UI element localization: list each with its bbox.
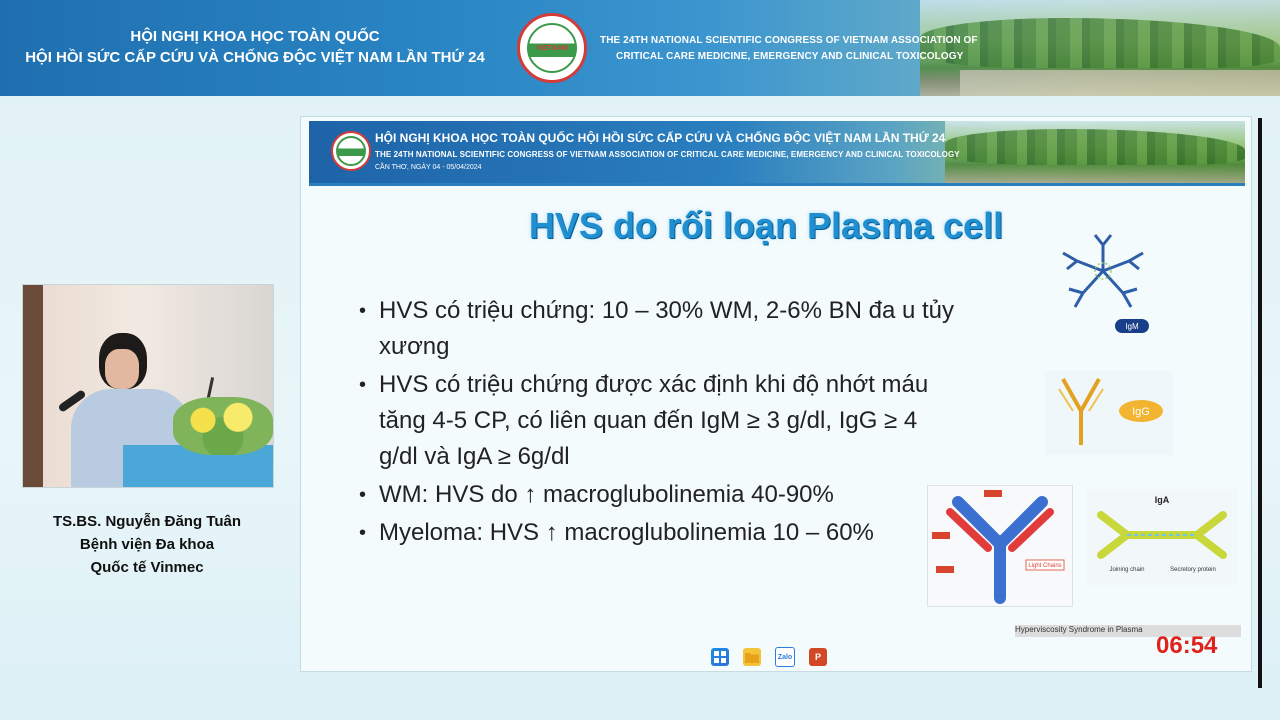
slide-header-date: CẦN THƠ, NGÀY 04 - 05/04/2024 [375, 164, 482, 171]
windows-icon[interactable] [711, 648, 729, 666]
bullet-item: • WM: HVS do ↑ macroglubolinemia 40-90% [359, 477, 959, 513]
slide-title: HVS do rối loạn Plasma cell [528, 205, 1004, 246]
iga-antibody-image [1087, 489, 1237, 585]
igg-label: IgG [1132, 406, 1150, 418]
bullet-item: • Myeloma: HVS ↑ macroglubolinemia 10 – 60% [359, 515, 959, 551]
banner-en-line2: CRITICAL CARE MEDICINE, EMERGENCY AND CLINICAL TOXICOLOGY [616, 51, 964, 62]
igg-antibody-image [1045, 371, 1173, 455]
presentation-timer: 06:54 [1156, 632, 1218, 659]
zalo-icon[interactable]: Zalo [775, 647, 795, 667]
speaker-affiliation-2: Quốc tế Vinmec [90, 559, 204, 576]
light-chains-image [927, 485, 1073, 607]
igm-label: IgM [1125, 322, 1139, 331]
slide-bullet-list [359, 293, 959, 553]
banner-en-line1: THE 24TH NATIONAL SCIENTIFIC CONGRESS OF VIETNAM ASSOCIATION OF [600, 35, 978, 46]
iga-label: IgA [1154, 495, 1170, 505]
speaker-affiliation-1: Bệnh viện Đa khoa [79, 536, 215, 553]
light-chains-label: Light Chains [1028, 563, 1062, 569]
flower-arrangement [173, 397, 273, 455]
slide-header-en: THE 24TH NATIONAL SCIENTIFIC CONGRESS OF VIETNAM ASSOCIATION OF CRITICAL CARE MEDICINE, EMERGENCY AND CLINICAL TOXICOLOGY [375, 150, 960, 159]
folder-icon[interactable] [743, 648, 761, 666]
association-logo: VIETNAM [517, 13, 587, 83]
speaker-caption [22, 510, 272, 579]
slide-header-vn: HỘI NGHỊ KHOA HỌC TOÀN QUỐC HỘI HỒI SỨC CẤP CỨU VÀ CHỐNG ĐỘC VIỆT NAM LẦN THỨ 24 [375, 131, 946, 145]
next-slide-preview-strip: Hyperviscosity Syndrome in Plasma [1015, 625, 1241, 637]
banner-title-en [600, 33, 980, 65]
secretory-protein-label: Secretory protein [1170, 567, 1216, 573]
bullet-item: • HVS có triệu chứng: 10 – 30% WM, 2-6% BN đa u tủy xương [359, 293, 959, 365]
banner-title-vn [0, 26, 510, 68]
bullet-item: • HVS có triệu chứng được xác định khi độ nhớt máu tăng 4-5 CP, có liên quan đến IgM ≥ 3 g/dl, IgG ≥ 4 g/dl và IgA ≥ 6g/dl [359, 367, 959, 475]
slide-header [309, 121, 1245, 186]
speaker-name: TS.BS. Nguyễn Đăng Tuân [52, 513, 242, 530]
presentation-slide [300, 116, 1252, 672]
banner-vn-line2: HỘI HỒI SỨC CẤP CỨU VÀ CHỐNG ĐỘC VIỆT NAM LẦN THỨ 24 [25, 49, 485, 66]
slide-logo [331, 131, 371, 171]
joining-chain-label: Joining chain [1109, 567, 1145, 573]
igm-antibody-image [1053, 231, 1153, 341]
screen-right-edge [1258, 118, 1262, 688]
banner-vn-line1: HỘI NGHỊ KHOA HỌC TOÀN QUỐC [130, 28, 380, 45]
conference-banner [0, 0, 1280, 96]
windows-taskbar [711, 645, 837, 669]
speaker-video [22, 284, 274, 488]
powerpoint-icon[interactable]: P [809, 648, 827, 666]
